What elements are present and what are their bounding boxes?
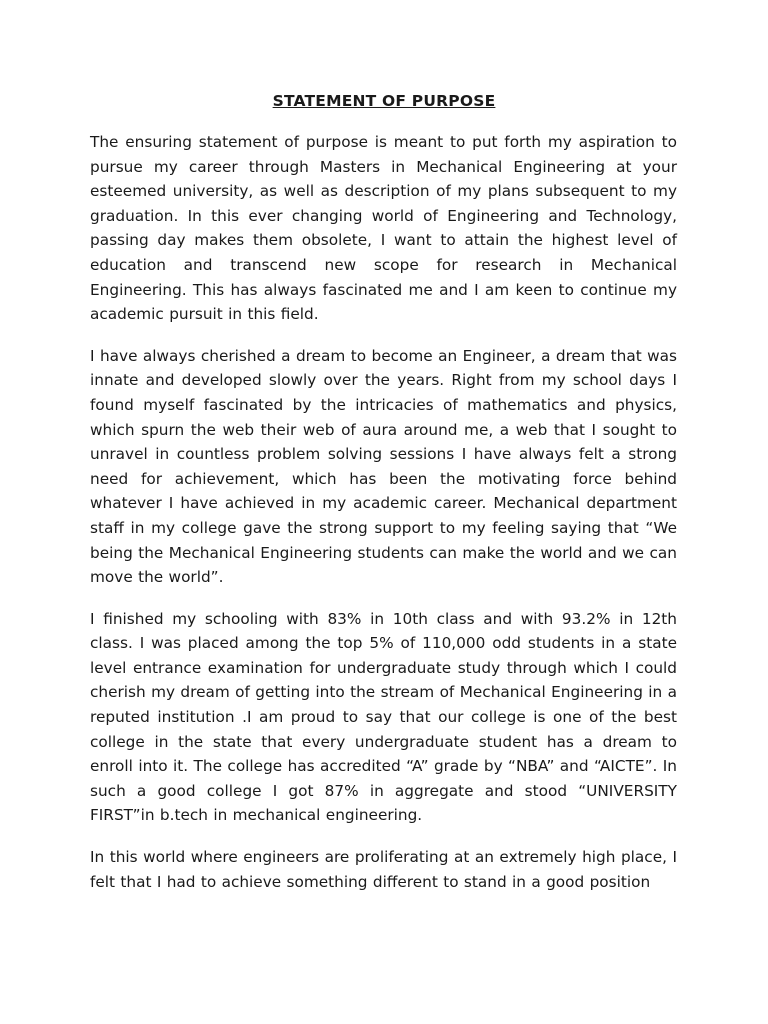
paragraph-dream: I have always cherished a dream to become an Engineer, a dream that was innate and developed slowly over the years. Right from my school days I found myself fascinated by the intricacies of mathematics and physics, which spurn the web their web of aura around me, a web that I sought to unravel in countless problem solving sessions I have always felt a strong need for achievement, which has been the motivating force behind whatever I have achieved in my academic career. Mechanical department staff in my college gave the strong support to my feeling saying that “We being the Mechanical Engineering students can make the world and we can move the world”.: [90, 346, 677, 587]
paragraph-closing: In this world where engineers are proliferating at an extremely high place, I felt that I had to achieve something different to stand in a good position: [90, 848, 677, 891]
document-body: [90, 130, 677, 911]
document-title: STATEMENT OF PURPOSE: [272, 92, 496, 110]
paragraph-academics: I finished my schooling with 83% in 10th class and with 93.2% in 12th class. I was placed among the top 5% of 110,000 odd students in a state level entrance examination for undergraduate study through which I could cherish my dream of getting into the stream of Mechanical Engineering in a reputed institution .I am proud to say that our college is one of the best college in the state that every undergraduate student has a dream to enroll into it. The college has accredited “A” grade by “NBA” and “AICTE”. In such a good college I got 87% in aggregate and stood “UNIVERSITY FIRST”in b.tech in mechanical engineering.: [90, 609, 677, 825]
paragraph-intro: The ensuring statement of purpose is meant to put forth my aspiration to pursue my career through Masters in Mechanical Engineering at your esteemed university, as well as description of my plans subsequent to my graduation. In this ever changing world of Engineering and Technology, passing day makes them obsolete, I want to attain the highest level of education and transcend new scope for research in Mechanical Engineering. This has always fascinated me and I am keen to continue my academic pursuit in this field.: [90, 133, 677, 324]
